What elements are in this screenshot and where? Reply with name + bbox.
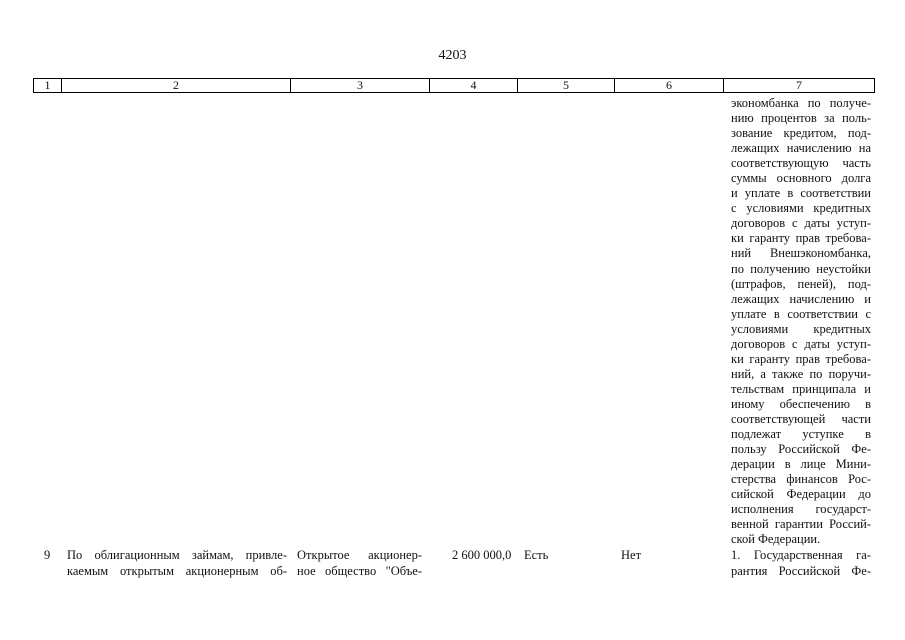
text-line: зование кредитом, под- [731, 126, 871, 141]
row-9-amount: 2 600 000,0 [452, 548, 512, 562]
text-line: исполнения государст- [731, 502, 871, 517]
text-line: нию процентов за поль- [731, 111, 871, 126]
text-line: ской Федерации. [731, 532, 821, 547]
column-header-7: 7 [796, 78, 802, 92]
page-number: 4203 [438, 48, 467, 63]
text-line: дерации в лице Мини- [731, 457, 871, 472]
text-line: договоров с даты уступ- [731, 336, 871, 351]
text-line: иному обеспечению в [731, 396, 871, 411]
text-line: стерства финансов Рос- [731, 472, 871, 487]
text-line: лежащих начислению на [731, 141, 871, 156]
text-line: (штрафов, пеней), под- [731, 276, 871, 291]
text-line: ний, а также по поручи- [731, 366, 871, 381]
row-9-column-2 [67, 548, 287, 579]
text-line: ки гаранту прав требова- [731, 351, 871, 366]
row-9-number: 9 [44, 548, 51, 562]
text-line: подлежат уступке в [731, 427, 871, 442]
text-line: договоров с даты уступ- [731, 216, 871, 231]
text-line: ний Внешэкономбанка, [731, 246, 871, 261]
row-9-column-7 [731, 548, 871, 579]
text-line: соответствующую часть [731, 156, 871, 171]
text-line: условиями кредитных [731, 321, 871, 336]
text-line: с условиями кредитных [731, 201, 871, 216]
row-9-column-6: Нет [621, 548, 642, 562]
text-line: лежащих начислению и [731, 291, 871, 306]
table-column-numbers-row [33, 78, 875, 93]
text-line: ное общество "Объе- [297, 563, 422, 578]
text-line: Открытое акционер- [297, 548, 422, 562]
column-header-3: 3 [291, 79, 430, 92]
text-line: соответствующей части [731, 411, 871, 426]
text-line: 1. Государственная га- [731, 548, 871, 562]
text-line: По облигационным займам, привле- [67, 548, 287, 562]
text-line: экономбанка по получе- [731, 96, 871, 110]
column-header-5: 5 [518, 79, 615, 92]
text-line: тельствам принципала и [731, 381, 871, 396]
text-line: пользу Российской Фе- [731, 442, 871, 457]
row-9-column-5: Есть [524, 548, 549, 562]
text-line: сийской Федерации до [731, 487, 871, 502]
text-line: по получению неустойки [731, 261, 871, 276]
column-header-4: 4 [430, 79, 518, 92]
column-7-continuation-text [731, 96, 871, 547]
text-line: суммы основного долга [731, 171, 871, 186]
row-9-column-3 [297, 548, 422, 579]
text-line: рантия Российской Фе- [731, 563, 871, 578]
text-line: ки гаранту прав требова- [731, 231, 871, 246]
text-line: уплате в соответствии с [731, 306, 871, 321]
column-header-1: 1 [34, 79, 62, 92]
column-header-2: 2 [62, 79, 291, 92]
text-line: венной гарантии Россий- [731, 517, 871, 532]
column-header-6: 6 [615, 79, 724, 92]
text-line: и уплате в соответствии [731, 186, 871, 201]
text-line: каемым открытым акционерным об- [67, 563, 287, 578]
